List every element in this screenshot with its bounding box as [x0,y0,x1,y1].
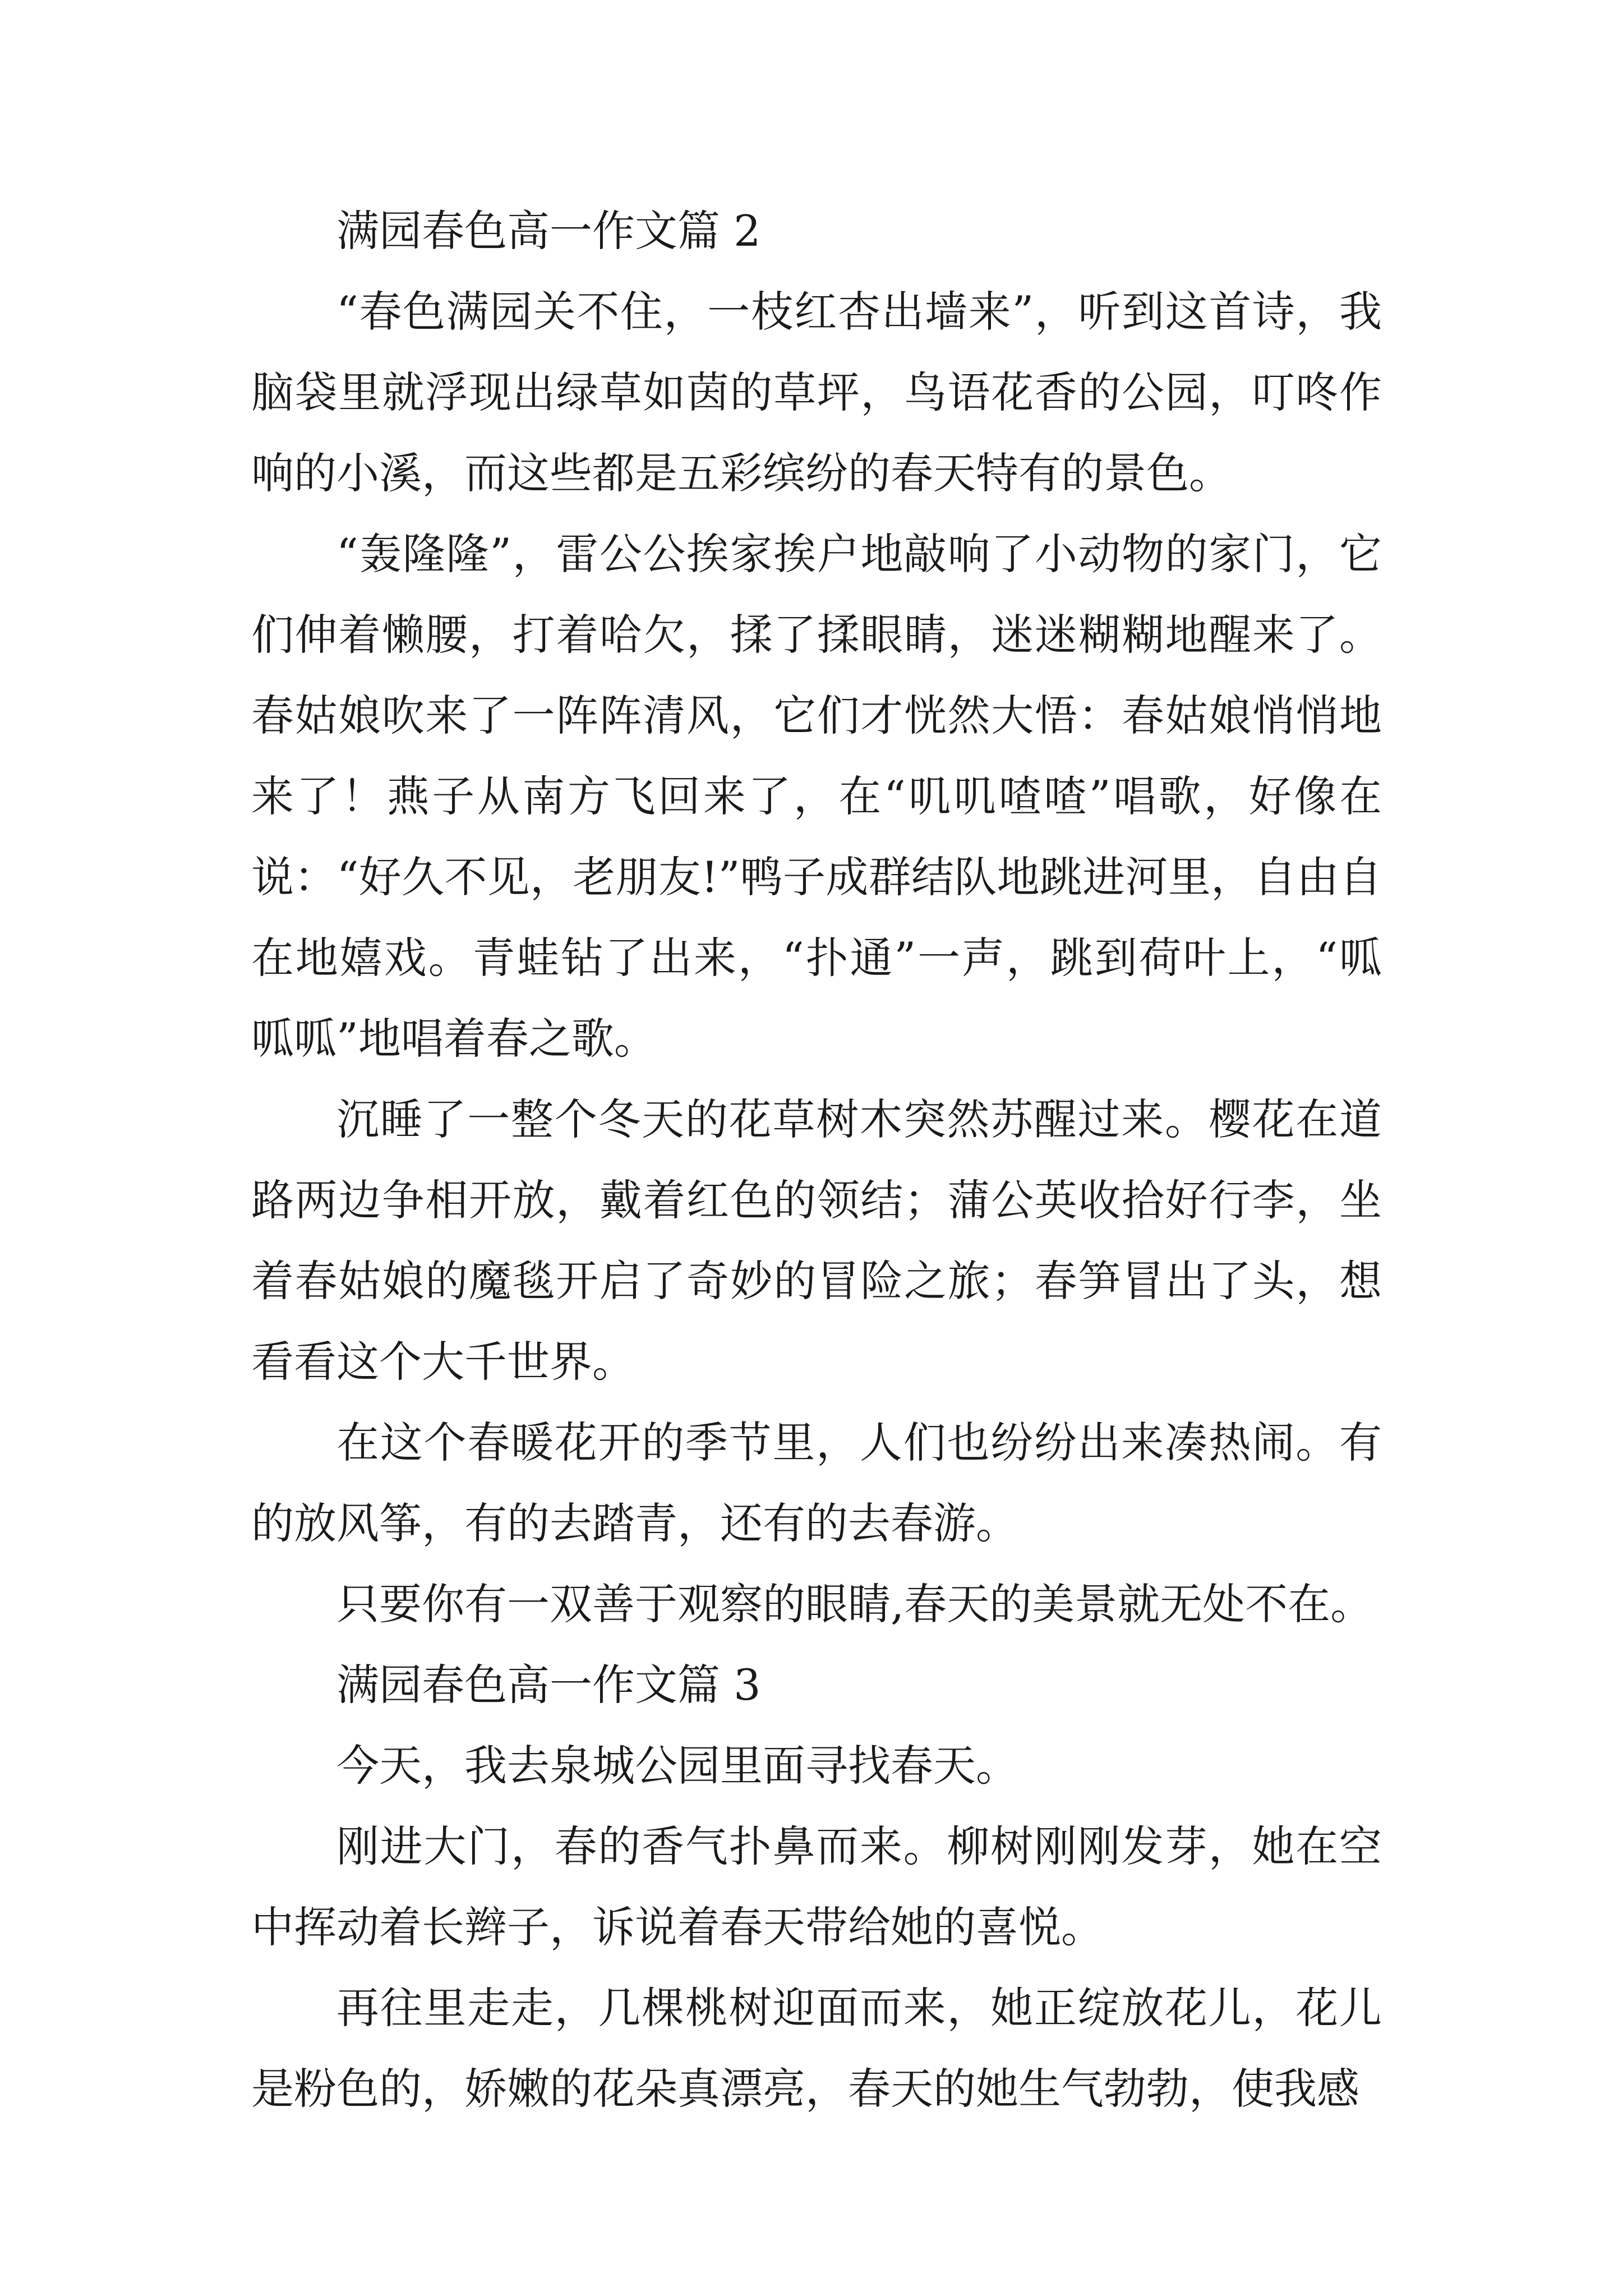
paragraph: 刚进大门，春的香气扑鼻而来。柳树刚刚发芽，她在空中挥动着长辫子，诉说着春天带给她的喜悦。 [251,1821,1382,1952]
paragraph: 在这个春暖花开的季节里，人们也纷纷出来凑热闹。有的放风筝，有的去踏青，还有的去春游。 [251,1418,1382,1548]
document-body [251,191,1382,2129]
paragraph: “春色满园关不住，一枝红杏出墙来”，听到这首诗，我脑袋里就浮现出绿草如茵的草坪，鸟语花香的公园，叮咚作响的小溪，而这些都是五彩缤纷的春天特有的景色。 [251,287,1382,498]
paragraph: 沉睡了一整个冬天的花草树木突然苏醒过来。樱花在道路两边争相开放，戴着红色的领结；蒲公英收拾好行李，坐着春姑娘的魔毯开启了奇妙的冒险之旅；春笋冒出了头，想看看这个大千世界。 [251,1094,1382,1387]
paragraph: 再往里走走，几棵桃树迎面而来，她正绽放花儿，花儿是粉色的，娇嫩的花朵真漂亮，春天的她生气勃勃，使我感 [251,1983,1382,2114]
paragraph: 今天，我去泉城公园里面寻找春天。 [336,1741,1018,1791]
section-heading: 满园春色高一作文篇 3 [336,1660,761,1710]
paragraph: 只要你有一双善于观察的眼睛,春天的美景就无处不在。 [336,1579,1373,1629]
section-heading: 满园春色高一作文篇 2 [336,206,761,256]
paragraph: “轰隆隆”，雷公公挨家挨户地敲响了小动物的家门，它们伸着懒腰，打着哈欠，揉了揉眼睛，迷迷糊糊地醒来了。春姑娘吹来了一阵阵清风，它们才恍然大悟：春姑娘悄悄地来了！燕子从南方飞回来了，在“叽叽喳喳”唱歌，好像在说：“好久不见，老朋友!”鸭子成群结队地跳进河里，自由自在地嬉戏。青蛙钻了出来，“扑通”一声，跳到荷叶上，“呱呱呱”地唱着春之歌。 [251,529,1382,1064]
